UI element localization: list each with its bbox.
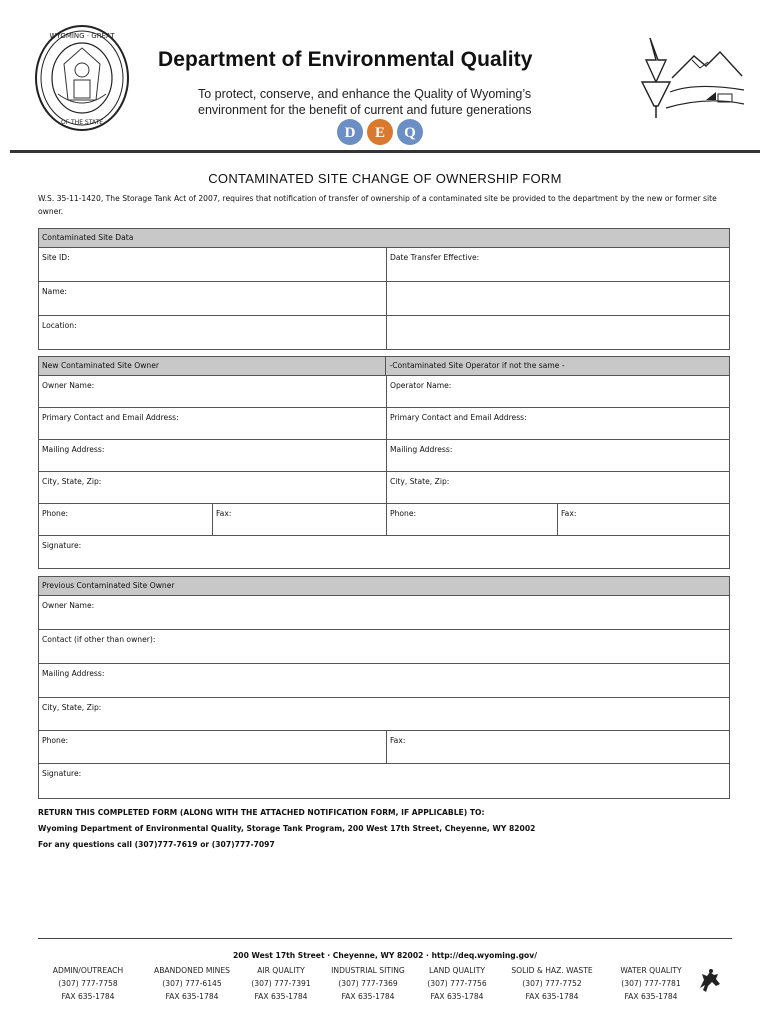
site-data-header: Contaminated Site Data [39, 229, 729, 248]
previous-owner-header: Previous Contaminated Site Owner [39, 577, 729, 596]
site-location-label: Location: [42, 321, 77, 330]
operator-fax-label: Fax: [561, 509, 577, 518]
division-fax: FAX 635-1784 [165, 992, 219, 1001]
operator-fax-field[interactable] [557, 504, 729, 535]
tagline-line-2: environment for the benefit of current and future generations [198, 103, 532, 117]
site-data-section [38, 228, 730, 350]
form-title: CONTAMINATED SITE CHANGE OF OWNERSHIP FORM [208, 171, 562, 186]
operator-primary-contact-label: Primary Contact and Email Address: [390, 413, 527, 422]
division-name: INDUSTRIAL SITING [331, 966, 405, 975]
site-name-label: Name: [42, 287, 67, 296]
prev-owner-fax-field[interactable] [386, 731, 729, 763]
division-fax: FAX 635-1784 [525, 992, 579, 1001]
division-name: WATER QUALITY [620, 966, 682, 975]
owner-city-field[interactable] [39, 472, 386, 503]
division-fax: FAX 635-1784 [430, 992, 484, 1001]
prev-owner-city-field[interactable] [39, 698, 729, 730]
division-name: ABANDONED MINES [154, 966, 230, 975]
owner-fax-label: Fax: [216, 509, 232, 518]
owner-name-label: Owner Name: [42, 381, 95, 390]
division-phone: (307) 777-7758 [58, 979, 118, 988]
return-line-3: For any questions call (307)777-7619 or (307)777-7097 [38, 840, 275, 849]
new-owner-signature-label: Signature: [42, 541, 82, 550]
wyoming-state-seal-icon [34, 24, 130, 132]
prev-owner-row-1 [39, 596, 729, 630]
operator-name-label: Operator Name: [390, 381, 452, 390]
new-owner-row-2 [39, 408, 729, 440]
prev-owner-row-3 [39, 664, 729, 698]
department-name: Department of Environmental Quality [158, 48, 533, 71]
prev-owner-signature-label: Signature: [42, 769, 82, 778]
new-owner-row-6 [39, 536, 729, 568]
operator-phone-field[interactable] [386, 504, 557, 535]
new-owner-row-1 [39, 376, 729, 408]
owner-primary-contact-label: Primary Contact and Email Address: [42, 413, 179, 422]
division-fax: FAX 635-1784 [254, 992, 308, 1001]
new-owner-section [38, 356, 730, 569]
prev-owner-name-label: Owner Name: [42, 601, 95, 610]
division-fax: FAX 635-1784 [624, 992, 678, 1001]
operator-mailing-label: Mailing Address: [390, 445, 453, 454]
division-name: AIR QUALITY [257, 966, 305, 975]
operator-city-field[interactable] [386, 472, 729, 503]
landscape-illustration-icon [636, 30, 746, 122]
operator-mailing-field[interactable] [386, 440, 729, 471]
department-tagline [198, 86, 532, 118]
division-phone: (307) 777-7391 [251, 979, 311, 988]
tagline-line-1: To protect, conserve, and enhance the Quality of Wyoming’s [198, 87, 532, 101]
svg-text:Q: Q [404, 125, 416, 141]
division-name: SOLID & HAZ. WASTE [511, 966, 593, 975]
prev-owner-row-5 [39, 731, 729, 764]
prev-owner-fax-label: Fax: [390, 736, 406, 745]
prev-owner-phone-field[interactable] [39, 731, 386, 763]
date-transfer-label: Date Transfer Effective: [390, 253, 480, 262]
prev-owner-signature-field[interactable] [39, 764, 729, 798]
footer-division [416, 964, 498, 1003]
operator-header-right: -Contaminated Site Operator if not the same - [385, 357, 729, 375]
new-owner-row-5 [39, 504, 729, 536]
footer-address: 200 West 17th Street · Cheyenne, WY 82002 · http://deq.wyoming.gov/ [233, 951, 537, 960]
svg-text:OF THE STATE: OF THE STATE [60, 119, 104, 126]
owner-fax-field[interactable] [212, 504, 386, 535]
prev-owner-mailing-field[interactable] [39, 664, 729, 697]
site-name-field[interactable] [39, 282, 386, 315]
owner-phone-label: Phone: [42, 509, 69, 518]
operator-name-field[interactable] [386, 376, 729, 407]
footer-divisions [0, 964, 770, 1009]
prev-owner-contact-label: Contact (if other than owner): [42, 635, 156, 644]
division-phone: (307) 777-6145 [162, 979, 222, 988]
svg-text:WYOMING · GREAT: WYOMING · GREAT [49, 32, 115, 40]
footer-division [322, 964, 414, 1003]
svg-text:E: E [374, 125, 386, 141]
owner-name-field[interactable] [39, 376, 386, 407]
footer-division [42, 964, 134, 1003]
return-line-2: Wyoming Department of Environmental Quality, Storage Tank Program, 200 West 17th Street, Cheyenne, WY 82002 [38, 824, 536, 833]
site-row-3 [39, 316, 729, 349]
operator-phone-label: Phone: [390, 509, 417, 518]
prev-owner-phone-label: Phone: [42, 736, 69, 745]
site-blank-field-2[interactable] [386, 316, 729, 349]
header-divider [10, 150, 760, 153]
site-blank-field-1[interactable] [386, 282, 729, 315]
division-phone: (307) 777-7369 [338, 979, 398, 988]
new-owner-row-4 [39, 472, 729, 504]
footer-divider [38, 938, 732, 939]
letterhead [0, 0, 770, 150]
operator-city-label: City, State, Zip: [390, 477, 450, 486]
prev-owner-name-field[interactable] [39, 596, 729, 629]
division-phone: (307) 777-7752 [522, 979, 582, 988]
return-line-1: RETURN THIS COMPLETED FORM (ALONG WITH THE ATTACHED NOTIFICATION FORM, IF APPLICABLE) TO: [38, 808, 485, 817]
prev-owner-city-label: City, State, Zip: [42, 703, 102, 712]
new-owner-row-3 [39, 440, 729, 472]
site-location-field[interactable] [39, 316, 386, 349]
division-name: LAND QUALITY [428, 966, 486, 975]
prev-owner-contact-field[interactable] [39, 630, 729, 663]
owner-phone-field[interactable] [39, 504, 212, 535]
site-row-2 [39, 282, 729, 316]
division-phone: (307) 777-7756 [427, 979, 487, 988]
division-phone: (307) 777-7781 [621, 979, 681, 988]
prev-owner-row-2 [39, 630, 729, 664]
previous-owner-section [38, 576, 730, 799]
footer-division [146, 964, 238, 1003]
footer-division [502, 964, 602, 1003]
bucking-horse-icon [694, 966, 724, 996]
return-instructions [38, 805, 730, 853]
site-id-label: Site ID: [42, 253, 70, 262]
operator-primary-contact-field[interactable] [386, 408, 729, 439]
date-transfer-field[interactable] [386, 248, 729, 281]
site-row-1 [39, 248, 729, 282]
prev-owner-mailing-label: Mailing Address: [42, 669, 105, 678]
owner-primary-contact-field[interactable] [39, 408, 386, 439]
owner-mailing-field[interactable] [39, 440, 386, 471]
owner-city-label: City, State, Zip: [42, 477, 102, 486]
prev-owner-row-6 [39, 764, 729, 798]
prev-owner-row-4 [39, 698, 729, 731]
division-fax: FAX 635-1784 [341, 992, 395, 1001]
division-fax: FAX 635-1784 [61, 992, 115, 1001]
svg-text:D: D [344, 125, 356, 141]
new-owner-signature-field[interactable] [39, 536, 729, 568]
division-name: ADMIN/OUTREACH [52, 966, 124, 975]
site-id-field[interactable] [39, 248, 386, 281]
footer-division [608, 964, 694, 1003]
footer-division [240, 964, 322, 1003]
deq-logo-icon [334, 118, 426, 146]
form-intro-statute: W.S. 35-11-1420, The Storage Tank Act of 2007, requires that notification of transfer of ownership of a contaminated site be provided to the department by the new or former site owner. [38, 194, 717, 216]
owner-mailing-label: Mailing Address: [42, 445, 105, 454]
new-owner-header-left: New Contaminated Site Owner [42, 361, 160, 370]
new-owner-header [39, 357, 729, 376]
